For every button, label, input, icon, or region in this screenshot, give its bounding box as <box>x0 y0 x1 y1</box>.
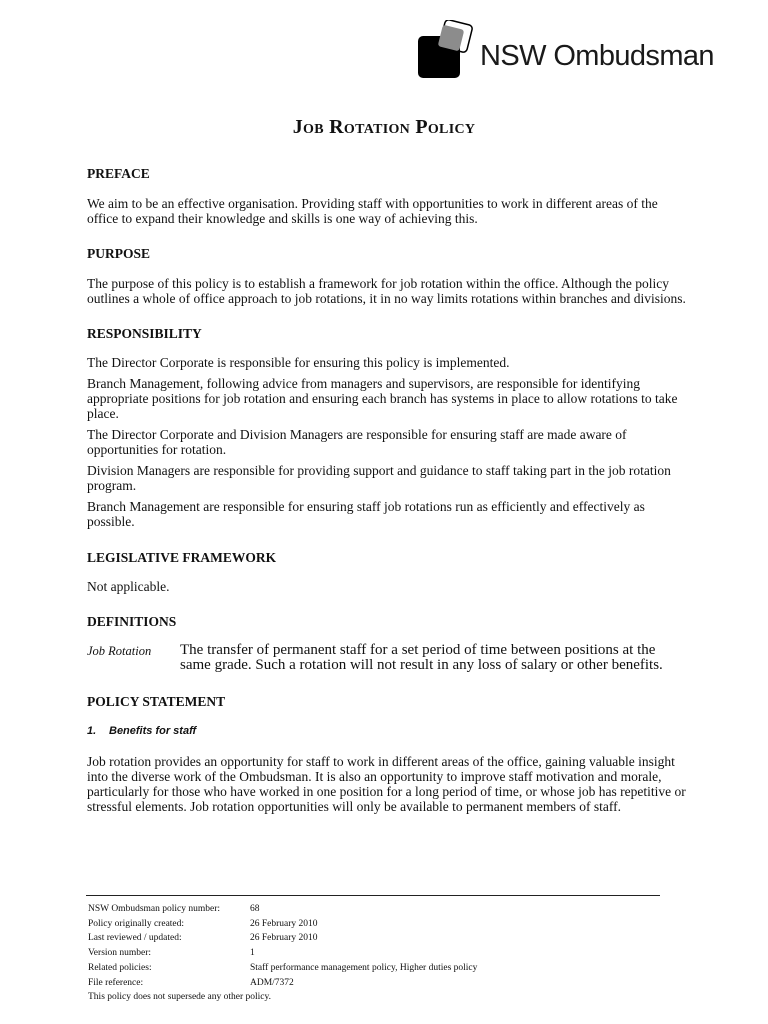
definition-row <box>87 643 687 673</box>
preface-heading: PREFACE <box>87 166 150 181</box>
definition-term: Job Rotation <box>87 644 152 658</box>
footer-row <box>88 961 477 976</box>
footer-divider <box>86 895 660 896</box>
footer-note: This policy does not supersede any other policy. <box>88 992 272 1003</box>
footer-value: 68 <box>250 904 260 914</box>
footer-row <box>88 902 477 917</box>
page-title: Job Rotation Policy <box>292 116 476 138</box>
overlapping-squares-logo-icon <box>416 20 476 80</box>
footer-label: Version number: <box>88 948 152 959</box>
responsibility-paragraph-3: The Director Corporate and Division Managers are responsible for ensuring staff are made aware of opportunities for rotation. <box>87 427 627 457</box>
benefits-subheading <box>87 724 687 738</box>
footer-value: 26 February 2010 <box>250 933 318 944</box>
footer-row <box>88 931 477 946</box>
nsw-ombudsman-logo <box>416 20 712 82</box>
purpose-paragraph: The purpose of this policy is to establish a framework for job rotation within the office. Although the policy outlines a whole of office approach to job rotations, it in no way limits rotations within branches and divisions. <box>87 276 686 306</box>
footer-row <box>88 917 477 932</box>
responsibility-paragraph-4: Division Managers are responsible for providing support and guidance to staff taking part in the job rotation program. <box>87 463 671 493</box>
footer-value: 26 February 2010 <box>250 918 318 929</box>
responsibility-heading: RESPONSIBILITY <box>87 326 202 341</box>
footer-row <box>88 946 477 961</box>
footer-value: ADM/7372 <box>250 977 294 988</box>
footer-label: Policy originally created: <box>88 918 185 929</box>
definition-description: The transfer of permanent staff for a set period of time between positions at the same grade. Such a rotation will not result in any loss of salary or other benefits. <box>180 642 663 673</box>
footer-row <box>88 976 477 991</box>
definitions-heading: DEFINITIONS <box>87 614 177 629</box>
benefits-paragraph: Job rotation provides an opportunity for staff to work in different areas of the office, gaining valuable insight into the diverse work of the Ombudsman. It is also an opportunity to improve staff motivation and morale, particularly for those who have worked in one position for a long period of time, or whose job has repetitive or stressful elements. Job rotation opportunities will only be available to permanent members of staff. <box>87 754 686 814</box>
preface-paragraph: We aim to be an effective organisation. Providing staff with opportunities to work in different areas of the office to expand their knowledge and skills is one way of achieving this. <box>87 196 658 226</box>
responsibility-paragraph-1: The Director Corporate is responsible for ensuring this policy is implemented. <box>87 355 510 370</box>
policy-statement-heading: POLICY STATEMENT <box>87 694 226 709</box>
footer-label: Last reviewed / updated: <box>88 933 182 944</box>
footer-label: File reference: <box>88 977 144 988</box>
responsibility-paragraph-2: Branch Management, following advice from managers and supervisors, are responsible for identifying appropriate positions for job rotation and ensuring each branch has systems in place to allow rotations to take place. <box>87 376 678 421</box>
purpose-heading: PURPOSE <box>87 246 151 261</box>
footer-value: Staff performance management policy, Higher duties policy <box>250 962 478 973</box>
subheading-number: 1. <box>87 725 97 737</box>
policy-metadata-footer <box>88 902 477 1005</box>
legislative-framework-heading: LEGISLATIVE FRAMEWORK <box>87 550 277 565</box>
responsibility-paragraph-5: Branch Management are responsible for ensuring staff job rotations run as efficiently and effectively as possible. <box>87 499 645 529</box>
logo-text: NSW Ombudsman <box>480 40 714 72</box>
subheading-title: Benefits for staff <box>109 725 197 737</box>
footer-label: Related policies: <box>88 962 152 973</box>
footer-value: 1 <box>250 948 255 959</box>
footer-label: NSW Ombudsman policy number: <box>88 904 221 914</box>
legislative-framework-paragraph: Not applicable. <box>87 579 170 594</box>
document-body <box>87 166 687 814</box>
